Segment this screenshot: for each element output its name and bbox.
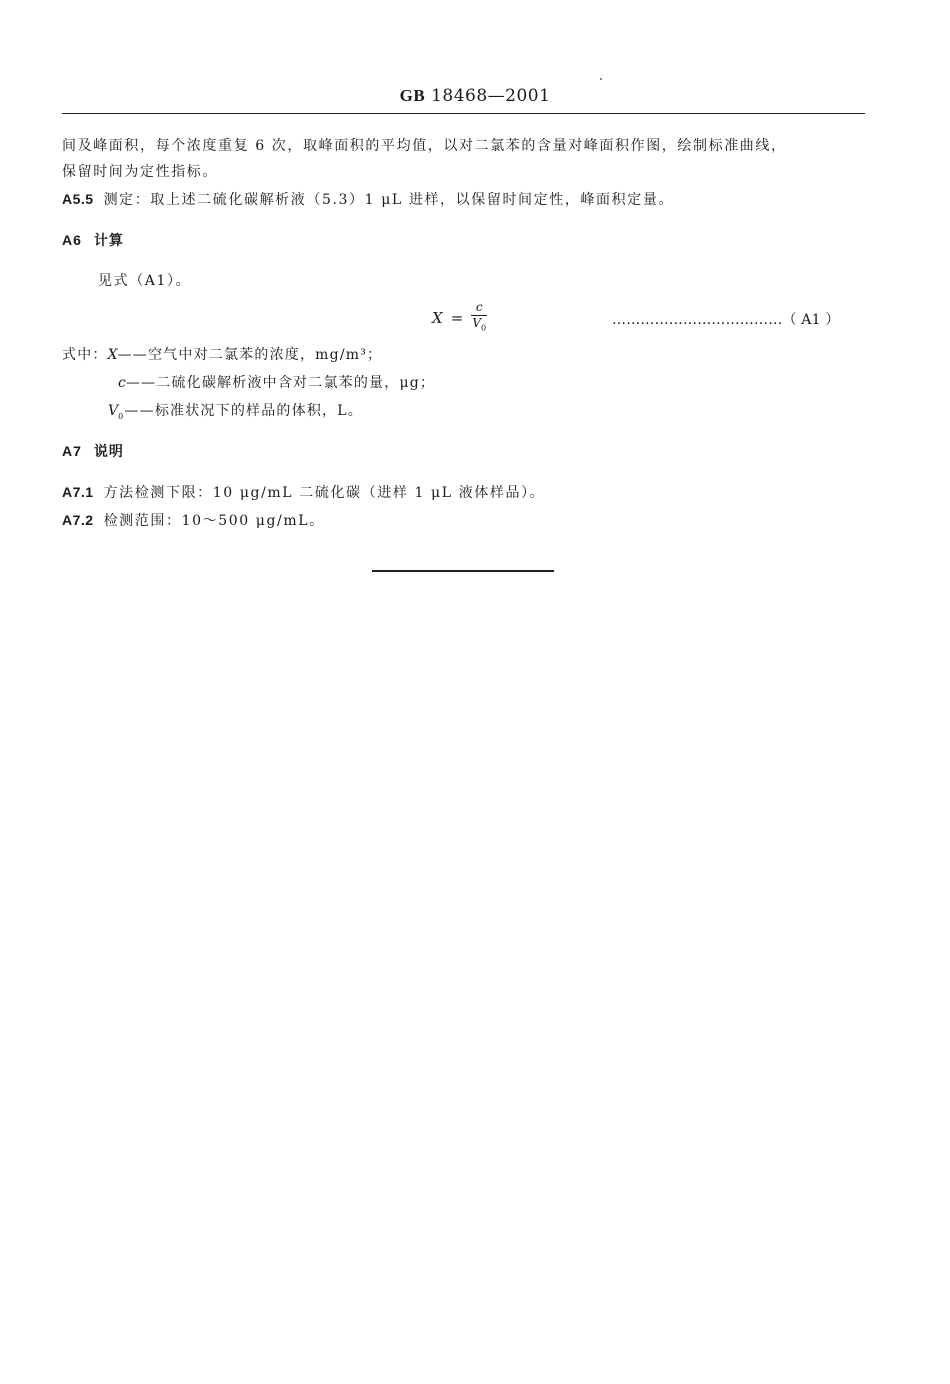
formula-denominator-sub: 0 — [481, 323, 487, 333]
where-desc: ——二硫化碳解析液中含对二氯苯的量，μg； — [125, 375, 436, 391]
where-item-x — [62, 344, 382, 364]
clause-number: A7.1 — [62, 484, 94, 500]
paragraph-line: 保留时间为定性指标。 — [62, 164, 218, 180]
clause-a7-2 — [62, 510, 325, 530]
paragraph-line: 间及峰面积，每个浓度重复 6 次，取峰面积的平均值，以对二氯苯的含量对峰面积作图，绘制标准曲线， — [62, 138, 787, 154]
where-symbol-sub: 0 — [118, 411, 125, 421]
formula-lhs: X — [432, 308, 443, 327]
standard-number: 18468—2001 — [431, 86, 551, 106]
where-prefix: 式中： — [62, 347, 108, 363]
scan-speck — [600, 78, 602, 80]
clause-number: A7.2 — [62, 512, 94, 528]
where-item-v0 — [108, 400, 363, 421]
where-desc: ——空气中对二氯苯的浓度，mg/m³； — [117, 347, 383, 363]
leader-dots: ……………………………… — [612, 312, 783, 328]
where-symbol: c — [118, 375, 126, 391]
clause-a5-5 — [62, 189, 674, 209]
where-symbol: V — [108, 403, 119, 419]
section-heading-a7 — [62, 441, 124, 461]
formula-denominator: V — [472, 316, 482, 330]
page-header — [0, 86, 950, 106]
where-desc: ——标准状况下的样品的体积，L。 — [124, 403, 363, 419]
formula-intro: 见式（A1）。 — [98, 273, 192, 289]
clause-a7-1 — [62, 482, 545, 502]
header-rule — [62, 113, 865, 114]
formula-fraction — [471, 301, 487, 334]
end-of-document-rule — [372, 570, 554, 572]
clause-text: 检测范围：10～500 μg/mL。 — [103, 513, 325, 529]
section-number: A6 — [62, 232, 82, 248]
clause-text: 方法检测下限：10 μg/mL 二硫化碳（进样 1 μL 液体样品）。 — [103, 485, 546, 501]
where-item-c — [118, 372, 435, 392]
clause-text: 测定：取上述二硫化碳解析液（5.3）1 μL 进样，以保留时间定性，峰面积定量。 — [103, 192, 675, 208]
standard-code: GB — [399, 86, 426, 105]
section-title: 说明 — [93, 444, 124, 460]
formula-numerator: c — [475, 300, 483, 314]
where-symbol: X — [107, 347, 118, 363]
formula-equals: = — [450, 308, 464, 327]
clause-number: A5.5 — [62, 191, 94, 207]
section-title: 计算 — [93, 233, 124, 249]
formula-label: （ A1 ） — [782, 312, 840, 328]
formula-leader — [612, 309, 840, 329]
formula-a1 — [432, 301, 487, 334]
section-heading-a6 — [62, 230, 124, 250]
section-number: A7 — [62, 443, 82, 459]
